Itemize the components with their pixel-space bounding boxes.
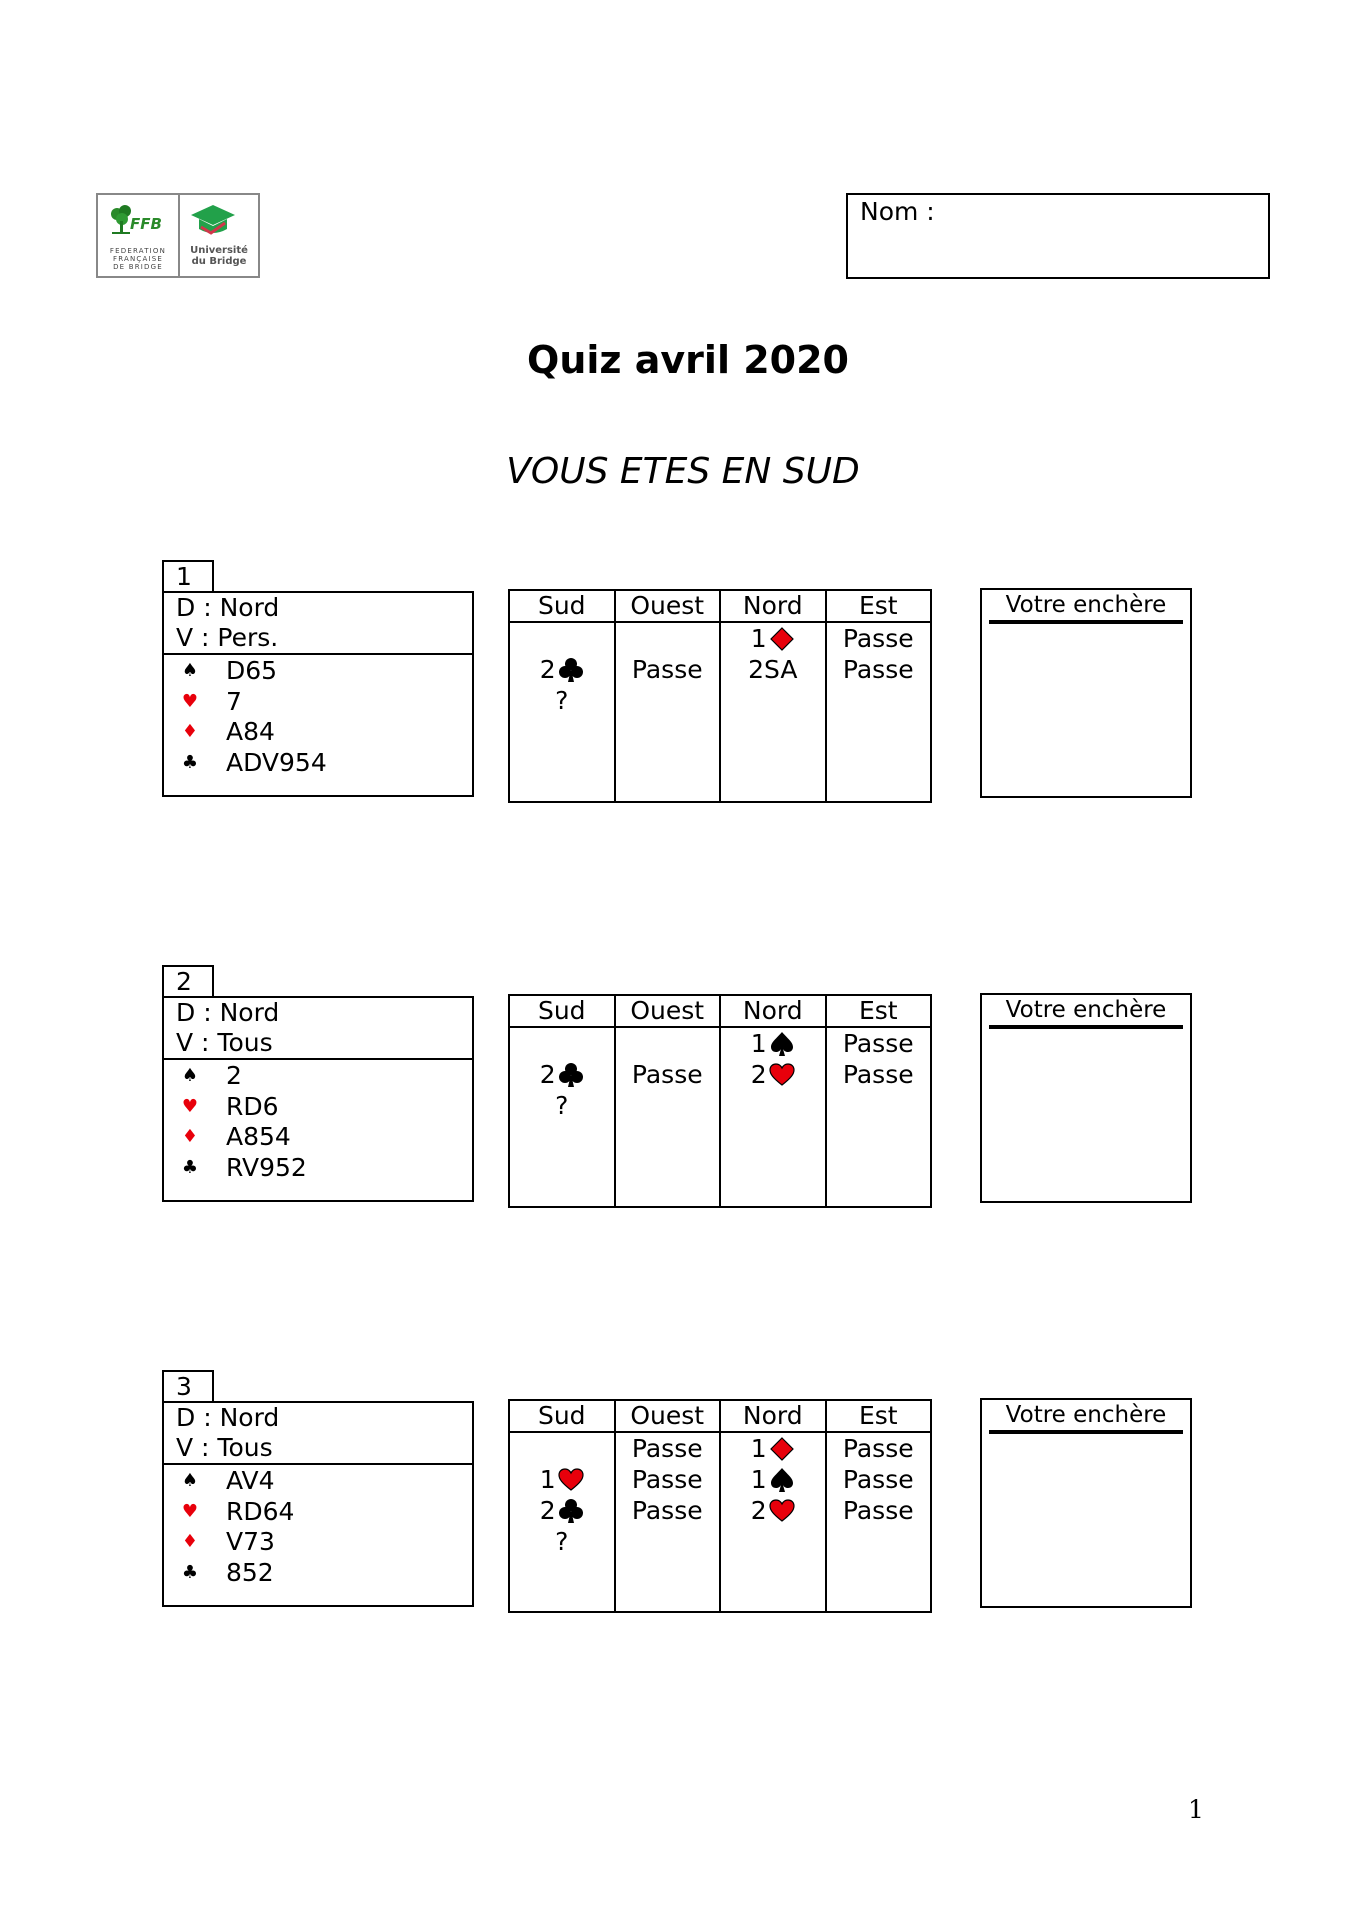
dealer: D : Nord [176,593,280,622]
club-icon: ♣ [181,751,199,773]
bid: Passe [842,655,914,684]
bidding-column-est [825,1433,931,1613]
bidding-header-sud: Sud [537,591,586,620]
hand-suit-row [164,1061,472,1092]
name-field[interactable] [846,193,1270,279]
bid [616,1028,720,1059]
ffb-logo-federation [98,195,178,276]
bid: Passe [842,1465,914,1494]
bidding-table [508,994,932,1208]
bid: Passe [842,1434,914,1463]
ffb-logo [96,193,260,278]
bidding-header-nord: Nord [719,591,825,621]
hand-cards: ADV954 [226,747,327,777]
dealer: D : Nord [176,1403,280,1432]
bid: 2 [510,1495,614,1526]
bid: 2 [721,1495,825,1526]
bid: Passe [842,624,914,653]
bid: Passe [631,1060,703,1089]
hand-box [162,591,474,797]
ub-line-1: Université [190,245,248,256]
board-number: 1 [162,560,214,592]
diamond-icon: ♦ [181,721,199,742]
hand-suit-row [164,1558,472,1589]
bid: 1 [721,1464,825,1495]
svg-text:FFB: FFB [130,215,162,233]
page-number: 1 [1188,1795,1204,1824]
hand-suit-row [164,748,472,779]
dealer: D : Nord [176,998,280,1027]
bidding-column-ouest [614,1433,720,1613]
tree-icon [108,205,170,239]
hand-cards: 2 [226,1061,242,1090]
hand-cards: A854 [226,1122,291,1151]
bidding-header-ouest: Ouest [614,1401,720,1431]
bid: 1 [721,623,825,654]
deal-info [164,593,472,655]
hand-cards: 7 [226,686,242,716]
hand-suit-row [164,1497,472,1528]
bid [510,1028,614,1059]
bidding-header-nord: Nord [719,1401,825,1431]
spade-icon [769,1031,795,1057]
ub-line-2: du Bridge [191,256,247,267]
hand-suit-row [164,687,472,718]
bidding-column-sud [510,1433,614,1613]
bidding-table [508,1399,932,1613]
hand-cards: RD6 [226,1091,279,1121]
answer-box[interactable] [980,1398,1192,1608]
diamond-icon: ♦ [181,1531,199,1552]
hand-suit-row [164,717,472,748]
bidding-column-nord [719,623,825,803]
bidding-header-sud: Sud [537,996,586,1025]
spade-icon [769,1467,795,1493]
bid: 2SA [748,655,798,684]
bid: Passe [842,1029,914,1058]
answer-box[interactable] [980,588,1192,798]
vulnerability: V : Pers. [176,623,279,652]
board-number: 2 [162,965,214,997]
club-icon [558,657,584,683]
bid: Passe [631,1465,703,1494]
diamond-icon: ♦ [181,1126,199,1147]
hand-suit-row [164,1092,472,1123]
hand-cards: D65 [226,656,278,685]
hand-cards: RD64 [226,1496,295,1526]
club-icon: ♣ [181,1156,199,1178]
heart-icon: ♥ [181,1095,199,1117]
page-title: Quiz avril 2020 [527,338,849,382]
bid: Passe [631,1496,703,1525]
vulnerability: V : Tous [176,1028,273,1057]
answer-label: Votre enchère [989,1400,1183,1434]
bidding-column-ouest [614,623,720,803]
club-icon [558,1062,584,1088]
bid [510,1433,614,1464]
bidding-header-est: Est [825,591,931,621]
bid: ? [555,686,569,715]
bid: 1 [510,1464,614,1495]
club-icon [558,1498,584,1524]
bid: Passe [842,1060,914,1089]
ub-logo [178,195,258,276]
bidding-header-sud: Sud [537,1401,586,1430]
hand-box [162,1401,474,1607]
logo-line-3: DE BRIDGE [113,263,163,271]
spade-icon: ♠ [181,1065,199,1086]
bidding-column-est [825,1028,931,1208]
hand-suit-row [164,1153,472,1184]
bidding-column-sud [510,623,614,803]
bidding-header-ouest: Ouest [614,996,720,1026]
bid: 2 [510,1059,614,1090]
deal-info [164,998,472,1060]
hand-cards: AV4 [226,1466,275,1495]
deal-info [164,1403,472,1465]
answer-label: Votre enchère [989,995,1183,1029]
bid [510,623,614,654]
board-number: 3 [162,1370,214,1402]
bidding-header-nord: Nord [719,996,825,1026]
graduation-cap-icon [187,203,239,239]
heart-icon [558,1467,584,1493]
answer-box[interactable] [980,993,1192,1203]
bidding-header-est: Est [825,996,931,1026]
bid: 1 [721,1433,825,1464]
bid: Passe [631,1434,703,1463]
bidding-column-est [825,623,931,803]
bidding-column-sud [510,1028,614,1208]
bid [616,623,720,654]
bid: Passe [842,1496,914,1525]
hand-cards: RV952 [226,1152,307,1182]
heart-icon [769,1062,795,1088]
bid: 2 [510,654,614,685]
hand-suit-row [164,1527,472,1558]
bidding-table [508,589,932,803]
diamond-icon [769,1436,795,1462]
hand-suit-row [164,656,472,687]
club-icon: ♣ [181,1561,199,1583]
hand-suit-row [164,1466,472,1497]
bidding-column-nord [719,1028,825,1208]
hand-box [162,996,474,1202]
bid: ? [555,1527,569,1556]
hand-cards: V73 [226,1527,275,1556]
logo-line-2: FRANÇAISE [112,255,164,263]
bidding-column-nord [719,1433,825,1613]
diamond-icon [769,626,795,652]
logo-line-1: FEDERATION [109,247,167,255]
bidding-header-est: Est [825,1401,931,1431]
bid: 1 [721,1028,825,1059]
bidding-column-ouest [614,1028,720,1208]
heart-icon [769,1498,795,1524]
heart-icon: ♥ [181,690,199,712]
bid: 2 [721,1059,825,1090]
name-label: Nom : [860,197,935,226]
bid: Passe [631,655,703,684]
bid: ? [555,1091,569,1120]
answer-label: Votre enchère [989,590,1183,624]
page-subtitle: VOUS ETES EN SUD [506,451,860,492]
vulnerability: V : Tous [176,1433,273,1462]
bidding-header-ouest: Ouest [614,591,720,621]
heart-icon: ♥ [181,1500,199,1522]
spade-icon: ♠ [181,1470,199,1491]
hand-cards: A84 [226,717,275,746]
spade-icon: ♠ [181,660,199,681]
hand-cards: 852 [226,1557,274,1587]
hand-suit-row [164,1122,472,1153]
